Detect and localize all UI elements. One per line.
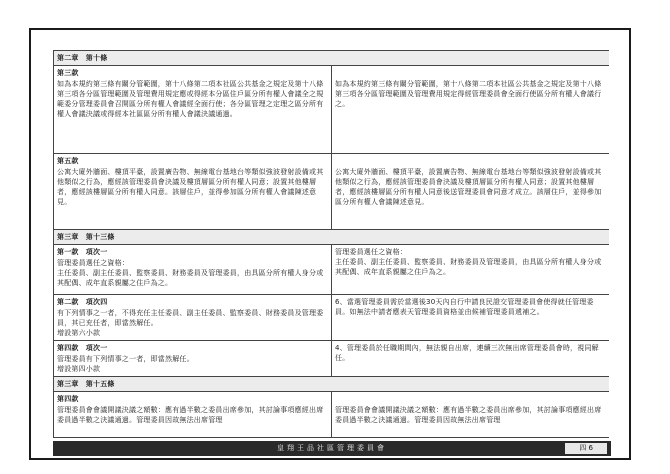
amended-clause-text: 公寓大廈外牆面、樓頂平臺，設置廣告物、無線電台基地台等類似強波發射設備或其他類似之行為，應經該管理委員會決議及樓頂層區分所有權人同意；設置其他樓層者，應經該樓層區分所有權人同意後送管理委員會同意才成立。該層住戶，並得參加區分所有權人會議陳述意見。 <box>335 168 602 206</box>
original-clause-cell <box>54 341 332 377</box>
original-clause-text: 公寓大廈外牆面、樓頂平臺，設置廣告物、無線電台基地台等類似強波發射設備或其他類似之行為，應經該管理委員會決議及樓頂層區分所有權人同意；設置其他樓層者，應經該樓層區分所有權人同意。該層住戶，並得參加區分所有權人會議陳述意見。 <box>57 168 324 206</box>
original-clause-cell <box>54 392 332 438</box>
clause-label-spacer <box>335 68 606 78</box>
amended-clause-text: 管理委員會會議開議決議之額數：應有過半數之委員出席參加，其討論事項應經出席委員過半數之決議通過。管理委員因故無法出席管理 <box>335 406 602 424</box>
clause-label: 第四款 <box>57 395 79 403</box>
original-clause-text: 有下列情事之一者，不得充任主任委員、副主任委員、監察委員、財務委員及管理委員，其已充任者，即當然解任。 增設第六小款 <box>57 309 324 337</box>
clause-label: 第四款 項次一 <box>57 344 108 352</box>
clause-label-spacer <box>335 394 606 404</box>
chapter-header: 第三章 第十五條 <box>54 377 610 392</box>
original-clause-cell <box>54 154 332 230</box>
amended-clause-cell <box>332 341 610 377</box>
original-clause-text: 管理委員有下列情事之一者，即當然解任。 增設第四小款 <box>57 355 194 373</box>
page-footer <box>53 441 611 456</box>
original-clause-text: 管理委員會會議開議決議之額數：應有過半數之委員出席參加，其討論事項應經出席委員過半數之決議通過。管理委員因故無法出席管理 <box>57 406 324 424</box>
amended-clause-cell <box>332 392 610 438</box>
original-clause-cell <box>54 66 332 154</box>
clause-label: 第一款 項次一 <box>57 248 108 256</box>
amended-clause-cell <box>332 66 610 154</box>
original-clause-cell <box>54 295 332 341</box>
clause-label-spacer <box>335 156 606 166</box>
amendment-content <box>53 50 609 460</box>
document-page <box>29 28 631 460</box>
clause-label: 第五款 <box>57 157 79 165</box>
original-clause-text: 管理委員選任之資格： 主任委員、副主任委員、監察委員、財務委員及管理委員，由具區分所有權人身分或其配偶、成年直系親屬之住戶為之。 <box>57 259 324 287</box>
chapter-header: 第二章 第十條 <box>54 51 610 66</box>
amended-clause-cell <box>332 245 610 295</box>
original-clause-text: 如為本規約第三條有關分管範圍，第十八條第二項本社區公共基金之規定及第十八條第三項各分區管理範圍及管理費用規定應或得經本分區住戶區分所有權人會議全之規範委分管理委員會召開區分所有權人會議經全面行使；各分區管理之定理之區分所有權人會議決議或得經本社區區分所有權人會議決議通過。 <box>57 80 324 118</box>
amended-clause-text: 如為本規約第三條有關分管範圍，第十八條第二項本社區公共基金之規定及第十八條第三項各分區管理範圍及管理費用規定得經管理委員會全面行使區分所有權人會議行之。 <box>335 80 602 108</box>
clause-label: 第二款 項次四 <box>57 298 108 306</box>
chapter-header: 第三章 第十三條 <box>54 230 610 245</box>
footer-title: 皇翔王品社區管理委員會 <box>277 444 387 452</box>
amended-clause-text: 4、管理委員於任職期間內，無法親自出席，連續三次無出席管理委員會時，視同解任。 <box>335 344 599 362</box>
amended-clause-cell <box>332 154 610 230</box>
clause-label: 第三款 <box>57 69 79 77</box>
amended-clause-text: 管理委員選任之資格： 主任委員、副主任委員、監察委員、財務委員及管理委員，由具區分所有權人身分或其配偶、成年直系親屬之住戶為之。 <box>335 248 602 276</box>
original-clause-cell <box>54 245 332 295</box>
amended-clause-cell <box>332 295 610 341</box>
amendment-table <box>53 50 609 438</box>
amended-clause-text: 6、當選管理委員需於當選後30天內自行中請良民證交管理委員會使得就任管理委員。如無法中請者應表天管理委員資格並由候補管理委員遞補之。 <box>335 298 594 316</box>
page-number: 四 6 <box>565 443 607 454</box>
